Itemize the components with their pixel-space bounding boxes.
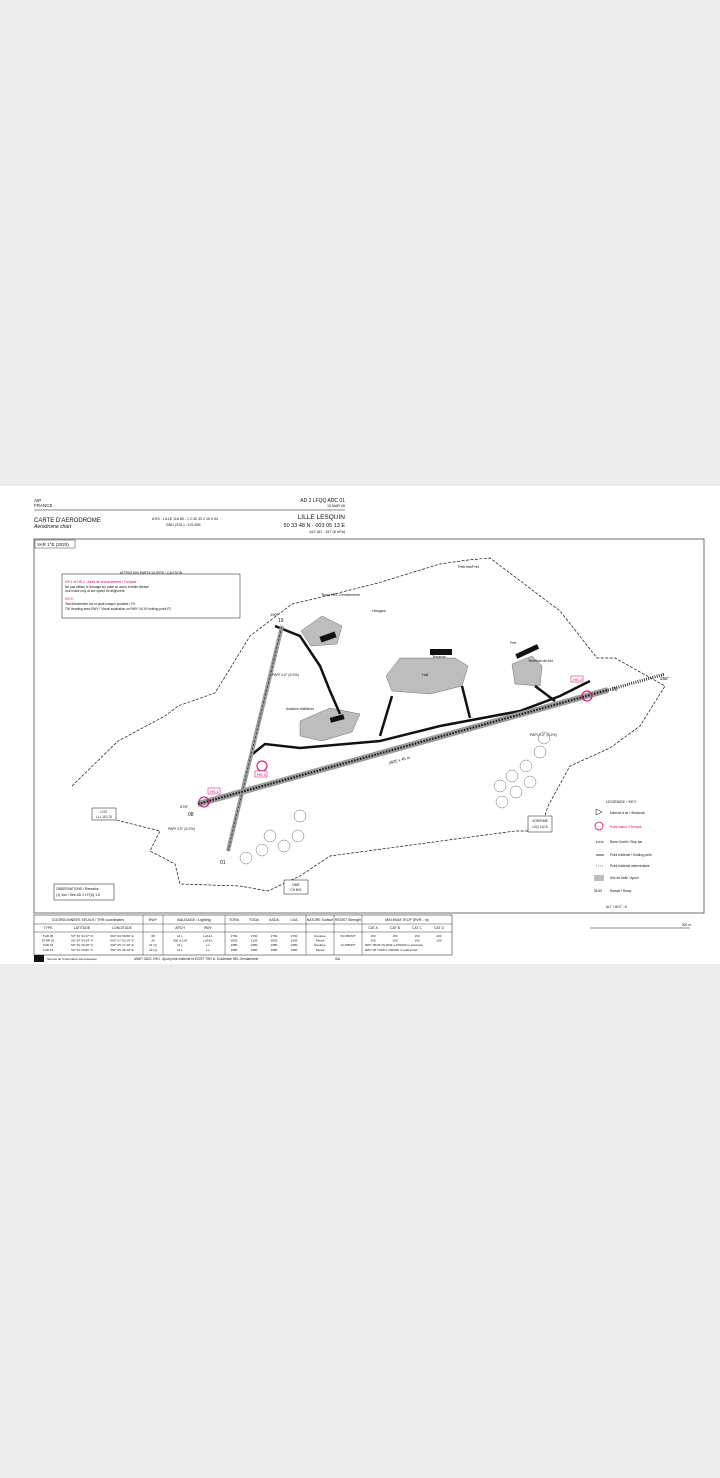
heading-078: 078° [180, 804, 189, 809]
legend-title: LEGENDE / KEY [606, 799, 637, 804]
sia-logo-icon [34, 955, 44, 962]
windsock-icon [596, 809, 602, 815]
hot-spot-hs3[interactable] [257, 761, 267, 771]
table-cell: 003° 05' 17.40" E [110, 943, 134, 948]
legend-item-apron: Aire de trafic / Apron [610, 876, 639, 880]
table-cell: 2760 [230, 934, 238, 938]
th-tora: TORA [229, 918, 239, 922]
chart-date: 15 MAR 06 [327, 504, 345, 508]
label-papi-26: PAPI 3.0° (5.2%) [530, 733, 557, 737]
table-cell: Lo/HI.L [203, 938, 213, 943]
rwy-19-number: 19 [278, 618, 284, 624]
table-cell: 2760 [290, 934, 298, 938]
table-cell: 003° 05' 38.10" E [110, 947, 134, 952]
table-cell: 54 F/B/W/T [340, 934, 356, 938]
table-cell: 1580 [250, 947, 258, 952]
table-cell: 3125 [250, 938, 258, 943]
atis-line: ATIS : LILLE 118.80 - 1 2.30 33 2 15 5 54 [152, 517, 218, 521]
table-cell: THR 08 [42, 934, 54, 938]
legend-item-hot-spot: Point chaud / Hot spot [610, 825, 642, 829]
ad-ref: AD 2 LFQQ ADC 01 [300, 498, 345, 504]
vor-label: VOR/DME [532, 819, 548, 823]
aip-label: AIP [34, 498, 42, 503]
label-base-hel: Base HEL Gendarmerie [322, 593, 361, 597]
chart-title-en: Aerodrome chart [34, 524, 72, 530]
table-cell: 003° 04' 09.80" E [110, 934, 134, 938]
table-cell: 26 [151, 938, 155, 943]
gnd-line: GND (SOL) : 121.655 [166, 523, 201, 527]
table-cell: 200 [436, 938, 442, 943]
caution-hs3: HS 3 : [65, 597, 75, 601]
th-toda: TODA [249, 918, 259, 922]
caution-title: ATTENTION PARTICULIERE / CAUTION [119, 571, 183, 575]
th-latitude: LATITUDE [73, 926, 91, 930]
th-type: TYPE [43, 926, 53, 930]
table-cell: 50° 33' 34.37" N [71, 934, 93, 938]
hs3-label: HS 3 [257, 772, 266, 777]
taxiway-link-1 [380, 696, 392, 736]
label-terminal-fret: Terminal de fret [528, 659, 553, 663]
table-cell: THR 19 [42, 947, 54, 952]
heading-258: 258° [660, 676, 670, 681]
table-cell: 08 [151, 934, 155, 938]
caution-hs1-line2: Ne pas utiliser le freinage sur piste ou avion à faible vitesse [65, 585, 149, 589]
table-cell: 150 [370, 934, 376, 938]
table-cell: 50° 34' 20.81" N [71, 947, 93, 952]
th-apch: APCH [175, 926, 185, 930]
table-cell: HI L [177, 943, 183, 948]
hot-spot-icon [595, 822, 603, 830]
table-cell: 50° 34' 04.54" N [71, 938, 93, 943]
observations-title: OBSERVATIONS / Remarks : [56, 887, 101, 891]
th-coordinates: COORDONNEES SEUILS / THR coordinates [51, 918, 125, 922]
taxiway-link-3 [535, 686, 555, 701]
loc-freq: I-LL 110.70 [96, 815, 112, 819]
label-papi-08: PAPI 3.0° (5.2%) [168, 827, 195, 831]
th-rwy: RWY [148, 918, 158, 922]
label-hall: Hall [422, 673, 429, 677]
aerodrome-chart [0, 486, 720, 964]
footer-org: Service de l'Information Aéronautique [47, 957, 97, 961]
label-terrasse: Terrasse [432, 655, 446, 659]
dme-freq: CH 80X [290, 888, 302, 892]
table-cell: L L [205, 943, 211, 948]
hs1-label: HS 1 [210, 789, 219, 794]
th-cat-c: CAT C [412, 926, 422, 930]
building-fret [515, 644, 539, 659]
stands-south [240, 810, 306, 864]
table-cell: 19 (1) [149, 947, 157, 952]
label-fret: Fret [510, 641, 517, 645]
vor-freq: LSQ 112.8 [532, 825, 548, 829]
th-cat-b: CAT B [390, 926, 400, 930]
airport-name: LILLE LESQUIN [297, 514, 345, 521]
rwy-01-number: 01 [220, 860, 226, 866]
airport-elevation: ALT AD : 157 (6 hPa) [309, 530, 345, 534]
label-runway-dimensions: 2825 x 45 m [388, 754, 411, 766]
th-longitude: LONGITUDE [112, 926, 132, 930]
table-cell: 1580 [270, 943, 278, 948]
th-lda: LDA [290, 918, 298, 922]
th-nature: NATURE Surface [306, 918, 334, 922]
table-cell: 2760 [250, 934, 258, 938]
table-cell: Revêtue [314, 943, 326, 948]
rwy-08-number: 08 [188, 812, 194, 818]
table-cell: 1580 [290, 947, 298, 952]
airport-coords: 50 33 48 N - 003 05 13 E [283, 523, 345, 529]
legend-item-intermediate: Point d'attente intermédiaire [610, 864, 650, 868]
magnetic-variation: VAR 1°E (2020) [37, 542, 69, 547]
th-balisage: BALISAGE / Lighting [177, 918, 211, 922]
table-cell: 12 F/B/W/T [340, 943, 356, 948]
legend-item-holding-point: Point d'attente / Holding point [610, 853, 652, 857]
scale-label: 500 m [682, 923, 691, 927]
table-cell: 1580 [290, 943, 298, 948]
dme-label: DME [292, 883, 300, 887]
observations-text: (1) Voir / See AD 2 LFQQ 1.6 [56, 893, 100, 897]
table-cell: 003° 07' 03.14" E [110, 938, 134, 943]
aerodrome-chart-page [0, 486, 720, 964]
table-cell: 150 [370, 938, 376, 943]
legend [590, 799, 691, 928]
th-cat-d: CAT D [434, 926, 444, 930]
footer-amendment: AMDT 03/21 CHG : Ajout point d'attente et ECRIT TWY A. Si adresse HEL Gendarmerie [134, 957, 259, 961]
table-cell: 200 [436, 934, 442, 938]
caution-hs1-line3: Use brake only at low speed for alignment [65, 589, 125, 593]
table-cell: 150 [414, 934, 420, 938]
th-minimum: MIN MUM TKOF (RVR - m) [385, 918, 429, 922]
th-rwy-light: RWY [204, 926, 212, 930]
table-cell: 2825 [270, 938, 278, 943]
table-cell: HI L [177, 947, 183, 952]
heading-190: 190° [270, 612, 279, 617]
alt-hgt-label: ALT / HGT : ft [606, 905, 627, 909]
table-cell: HI L [177, 934, 183, 938]
table-cell: THR 01 [42, 943, 54, 948]
table-cell: Paved [315, 938, 325, 943]
footer-page: SIA [335, 957, 341, 961]
chart-title: CARTE D'AERODROME [34, 518, 101, 524]
th-asda: ASDA [269, 918, 279, 922]
loc-label: LOC [100, 810, 108, 814]
table-cell: Paved [315, 947, 325, 952]
table-cell: 2825 [230, 938, 238, 943]
table-cell: Revêtue [314, 934, 326, 938]
table-cell: L L [205, 947, 211, 952]
table-cell: DTHR 26 [41, 938, 55, 943]
table-cell: 1580 [250, 943, 258, 948]
legend-item-ramp: Rampe / Ramp [610, 889, 632, 893]
caution-hs3-line1: Taxi directement sur la piste lorsque possible / FS [65, 602, 136, 606]
runway-table [34, 915, 452, 955]
legend-item-stop-bar: Barre d'arrêt / Stop bar [610, 840, 643, 844]
country-label: FRANCE [34, 503, 53, 508]
caution-hs1: HS 1 et HS 2 : Aires de retournement / Turnpad [65, 580, 137, 584]
label-papi-01: PAPI 3.0° (5.2%) [272, 673, 299, 677]
table-cell: 1580 [230, 947, 238, 952]
table-note: RWY 08 / RVR ≥ 150/200 m authorized [365, 948, 418, 952]
rwy-26-number: 26 [612, 687, 618, 693]
label-hangars: Hangars [372, 609, 386, 613]
table-cell: 50° 33' 39.39" N [71, 943, 93, 948]
table-cell: 1580 [270, 947, 278, 952]
table-cell: 150 [392, 938, 398, 943]
table-cell: 150 [414, 938, 420, 943]
table-cell: 2760 [270, 934, 278, 938]
table-cell: 1580 [230, 943, 238, 948]
table-cell: 2545 [290, 938, 298, 943]
label-aviation-affaires: Aviation d'affaires [286, 707, 315, 711]
apron-business [300, 708, 360, 741]
table-cell: Lo/HI.L [203, 934, 213, 938]
ramp-icon: 55 55 [594, 889, 602, 893]
hs2-label: HS 2 [573, 677, 582, 682]
label-petit-fret: Petit fret/Fret [458, 565, 479, 569]
taxiway-link-2 [462, 686, 470, 718]
table-cell: 900 m LIH [173, 938, 187, 943]
caution-hs3-line2: TW Heading avec RWY / Visual evaluation on RWY 01/19 Holding point P2 [65, 607, 172, 611]
table-cell: 150 [392, 934, 398, 938]
apron-icon [594, 875, 604, 881]
legend-item-windsock: Manche à air / Windsock [610, 811, 645, 815]
table-cell: 01 (1) [149, 943, 157, 948]
th-resist: RESIST Strength [335, 918, 361, 922]
stands-east [494, 732, 550, 808]
th-cat-a: CAT A [368, 926, 378, 930]
table-note: RWY 08/26 TO RVR ≥ 150/200 m autorisée [365, 943, 423, 947]
